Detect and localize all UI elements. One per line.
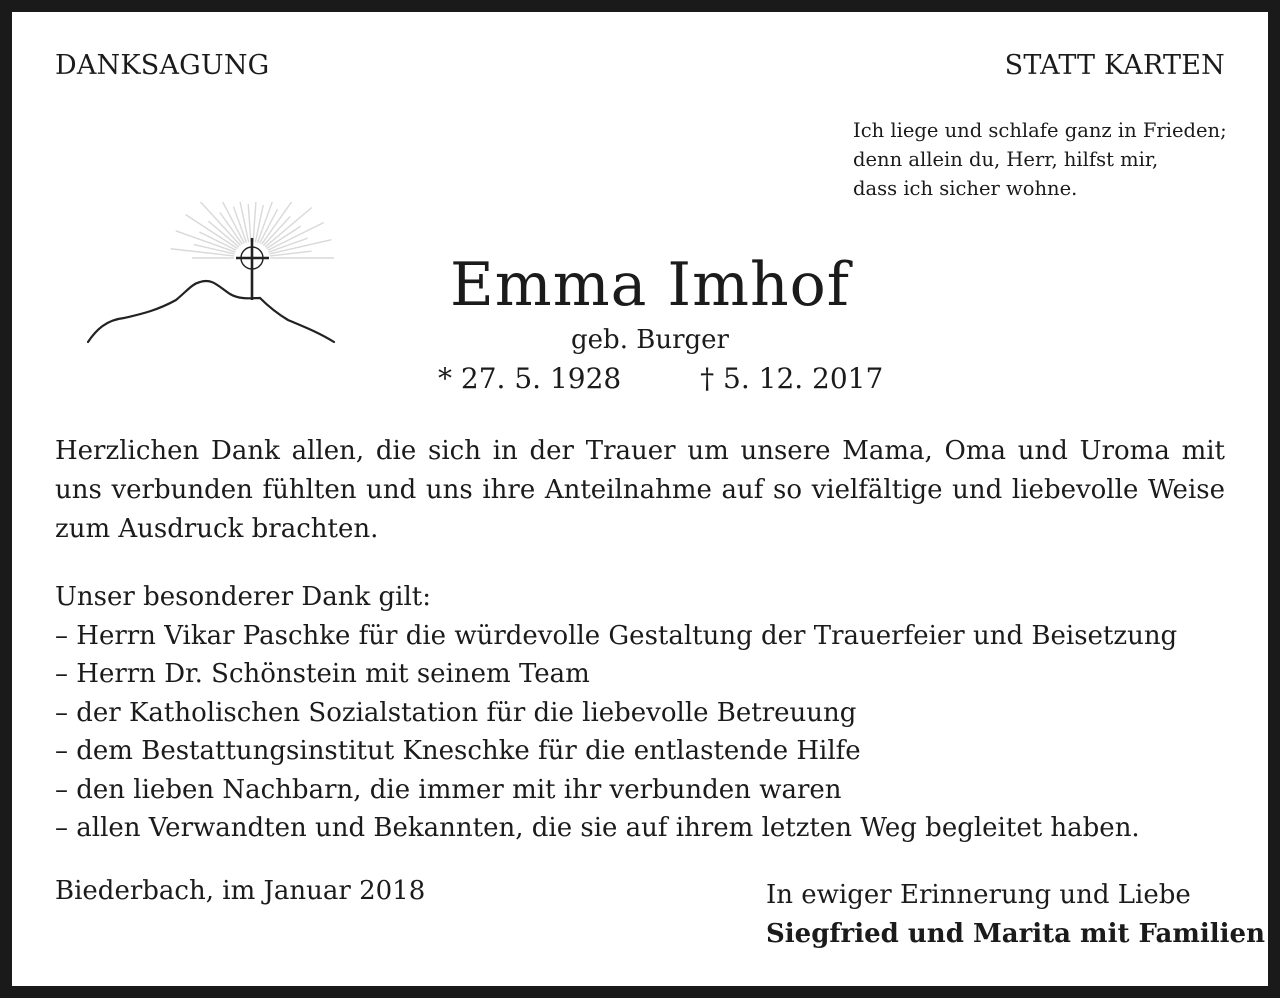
verse-line: dass ich sicher wohne. (853, 177, 1078, 200)
birth-date: * 27. 5. 1928 (438, 362, 622, 395)
list-item: – Herrn Vikar Paschke für die würdevolle Gestaltung der Trauerfeier und Beisetzung (55, 620, 1178, 651)
place-and-date: Biederbach, im Januar 2018 (55, 876, 426, 906)
sun-ray (262, 202, 296, 244)
verse-line: denn allein du, Herr, hilfst mir, (853, 148, 1159, 171)
thanks-list (55, 578, 1225, 848)
obituary-notice (12, 12, 1268, 986)
closing-line: In ewiger Erinnerung und Liebe (766, 880, 1191, 910)
list-item: – den lieben Nachbarn, die immer mit ihr verbunden waren (55, 774, 842, 805)
list-item: – Herrn Dr. Schönstein mit seinem Team (55, 659, 590, 689)
verse-line: Ich liege und schlafe ganz in Frieden; (853, 119, 1227, 142)
list-item: – allen Verwandten und Bekannten, die sie auf ihrem letzten Weg begleitet haben. (55, 813, 1140, 843)
thanks-heading: Unser besonderer Dank gilt: (55, 582, 431, 612)
deceased-name: Emma Imhof (450, 250, 850, 320)
sun-ray (268, 222, 324, 250)
list-item: – dem Bestattungsinstitut Kneschke für die entlastende Hilfe (55, 736, 861, 766)
heading-danksagung: DANKSAGUNG (55, 50, 270, 81)
birth-name: geb. Burger (571, 325, 729, 355)
death-date: † 5. 12. 2017 (700, 362, 884, 395)
life-dates (438, 362, 883, 395)
sun-ray (265, 207, 312, 246)
intro-paragraph: Herzlichen Dank allen, die sich in der Trauer um unsere Mama, Oma und Uroma mit uns verbunden fühlten und uns ihre Anteilnahme auf so vielfältige und liebevolle Weise zum Ausdruck brachten. (55, 436, 1225, 544)
list-item: – der Katholischen Sozialstation für die liebevolle Betreuung (55, 697, 857, 728)
signature-block (766, 876, 1265, 954)
bible-verse (853, 116, 1227, 203)
sun-ray (248, 204, 251, 242)
heading-statt-karten: STATT KARTEN (1004, 50, 1225, 81)
signatories: Siegfried und Marita mit Familien (766, 919, 1265, 949)
